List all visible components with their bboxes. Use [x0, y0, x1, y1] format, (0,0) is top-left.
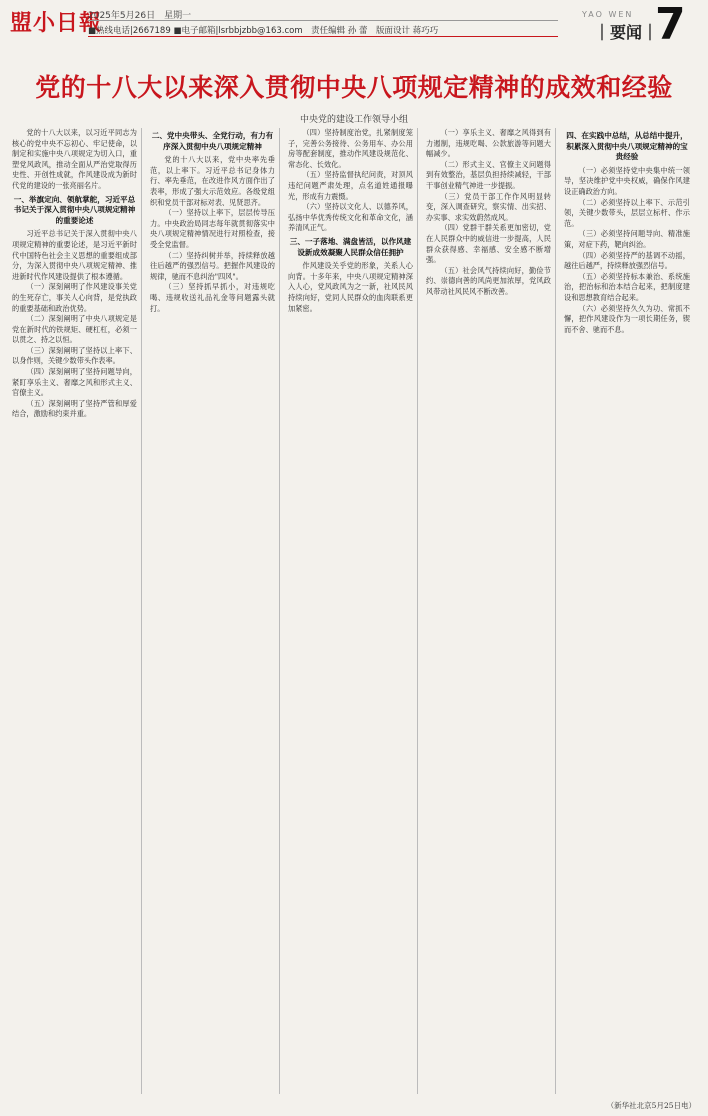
paragraph: （二）深刻阐明了中央八项规定是党在新时代的铁规矩、硬杠杠，必须一以贯之、持之以恒。: [12, 314, 137, 345]
column-3: [288, 128, 418, 1094]
paragraph: （三）深刻阐明了坚持以上率下、以身作则，关键少数带头作表率。: [12, 345, 137, 366]
paragraph: （六）坚持以文化人、以德养风，弘扬中华优秀传统文化和革命文化，涵养清风正气。: [288, 202, 413, 233]
paragraph: （五）深刻阐明了坚持严管和厚爱结合，激励和约束并重。: [12, 398, 137, 419]
section-heading-1: 一、举旗定向、领航掌舵，习近平总书记关于深入贯彻中央八项规定精神的重要论述: [13, 194, 136, 225]
paragraph: （五）社会风气持续向好，勤俭节约、崇德向善的风尚更加浓厚，党风政风带动社风民风不断改善。: [426, 265, 551, 296]
paragraph: （三）党员干部工作作风明显转变，深入调查研究，察实情、出实招、办实事、求实效蔚然成风。: [426, 191, 551, 222]
page-number: 7: [655, 0, 686, 50]
paragraph: （一）享乐主义、奢靡之风得到有力遏制，违规吃喝、公款旅游等问题大幅减少。: [426, 128, 551, 159]
paragraph: （五）坚持监督执纪问责，对顶风违纪问题严肃处理，点名道姓通报曝光，形成有力震慑。: [288, 170, 413, 201]
column-2: [150, 128, 280, 1094]
masthead: [0, 0, 708, 60]
column-5: [564, 128, 694, 1094]
masthead-rule-bottom: [88, 36, 558, 37]
paragraph: （二）坚持纠树并举，持续释放越往后越严的强烈信号。把握作风建设的规律，驰而不息纠治"四风"。: [150, 250, 275, 281]
section-pinyin: YAO WEN: [582, 10, 634, 19]
paragraph: （一）必须坚持党中央集中统一领导，坚决维护党中央权威，确保作风建设正确政治方向。: [564, 165, 690, 196]
paragraph: 作风建设关乎党的形象，关系人心向背。十多年来，中央八项规定精神深入人心，党风政风为之一新，社风民风持续向好，党同人民群众的血肉联系更加紧密。: [288, 261, 413, 313]
paragraph: （五）必须坚持标本兼治、系统施治，把治标和治本结合起来，把制度建设和思想教育结合起来。: [564, 271, 690, 302]
paragraph: （一）深刻阐明了作风建设事关党的生死存亡，事关人心向背，是党执政的重要基础和政治优势。: [12, 282, 137, 313]
article-footer: （新华社北京5月25日电）: [606, 1101, 696, 1110]
paragraph: （二）形式主义、官僚主义问题得到有效整治，基层负担持续减轻，干部干事创业精气神进一步提振。: [426, 159, 551, 190]
column-4: [426, 128, 556, 1094]
section-heading-3: 三、一子落地、满盘皆活，以作风建设新成效凝聚人民群众信任拥护: [289, 236, 412, 257]
issue-date: 2025年5月26日 星期一: [88, 11, 192, 21]
paragraph: （二）必须坚持以上率下、示范引领，关键少数带头，层层立标杆、作示范。: [564, 197, 690, 228]
paragraph: 习近平总书记关于深入贯彻中央八项规定精神的重要论述，是习近平新时代中国特色社会主义思想的重要组成部分，为深入贯彻中央八项规定精神、推进新时代作风建设提供了根本遵循。: [12, 229, 137, 281]
paragraph: 党的十八大以来，党中央率先垂范，以上率下。习近平总书记身体力行、率先垂范，在改进作风方面作出了表率，形成了强大示范效应。各级党组织和党员干部对标对表、见贤思齐。: [150, 155, 275, 207]
paragraph: （三）必须坚持问题导向、精准施策，对症下药，靶向纠治。: [564, 229, 690, 249]
masthead-rule-top: [88, 20, 558, 21]
section-heading-4: 四、在实践中总结，从总结中提升，积累深入贯彻中央八项规定精神的宝贵经验: [566, 131, 688, 162]
paragraph: （四）党群干群关系更加密切，党在人民群众中的威信进一步提高，人民群众获得感、幸福感、安全感不断增强。: [426, 223, 551, 265]
newspaper-logo: 盟小日報: [10, 10, 103, 36]
article-byline: 中央党的建设工作领导小组: [299, 115, 408, 125]
paragraph: （三）坚持抓早抓小，对违规吃喝、违规收送礼品礼金等问题露头就打。: [150, 282, 275, 313]
section-title: ｜要闻｜: [594, 23, 659, 42]
contact-info: ■热线电话|2667189 ■电子邮箱|lsrbbjzbb@163.com 责任编辑 孙 蕾 版面设计 蒋巧巧: [88, 26, 439, 36]
column-1: [12, 128, 142, 1094]
paragraph: （四）坚持制度治党，扎紧制度笼子，完善公务接待、公务用车、办公用房等配套制度，推动作风建设规范化、常态化、长效化。: [288, 128, 413, 169]
paragraph: （一）坚持以上率下，层层传导压力。中央政治局同志每年就贯彻落实中央八项规定精神情况进行对照检查，接受全党监督。: [150, 208, 275, 249]
paragraph: （四）必须坚持严的基调不动摇，越往后越严，持续释放强烈信号。: [564, 250, 690, 271]
section-heading-2: 二、党中央带头、全党行动，有力有序深入贯彻中央八项规定精神: [151, 131, 274, 151]
paragraph: （六）必须坚持久久为功、常抓不懈，把作风建设作为一项长期任务，锲而不舍、驰而不息。: [564, 303, 690, 334]
article-body: [12, 128, 700, 1094]
paragraph: 党的十八大以来，以习近平同志为核心的党中央不忘初心、牢记使命，以制定和实施中央八项规定为切入口，重塑党风政风，推动全面从严治党取得历史性、开创性成就，作风建设成为新时代党的建设的一张亮丽名片。: [12, 128, 137, 190]
article-headline: 党的十八大以来深入贯彻中央八项规定精神的成效和经验: [35, 73, 673, 102]
paragraph: （四）深刻阐明了坚持问题导向，紧盯享乐主义、奢靡之风和形式主义、官僚主义。: [12, 367, 137, 398]
